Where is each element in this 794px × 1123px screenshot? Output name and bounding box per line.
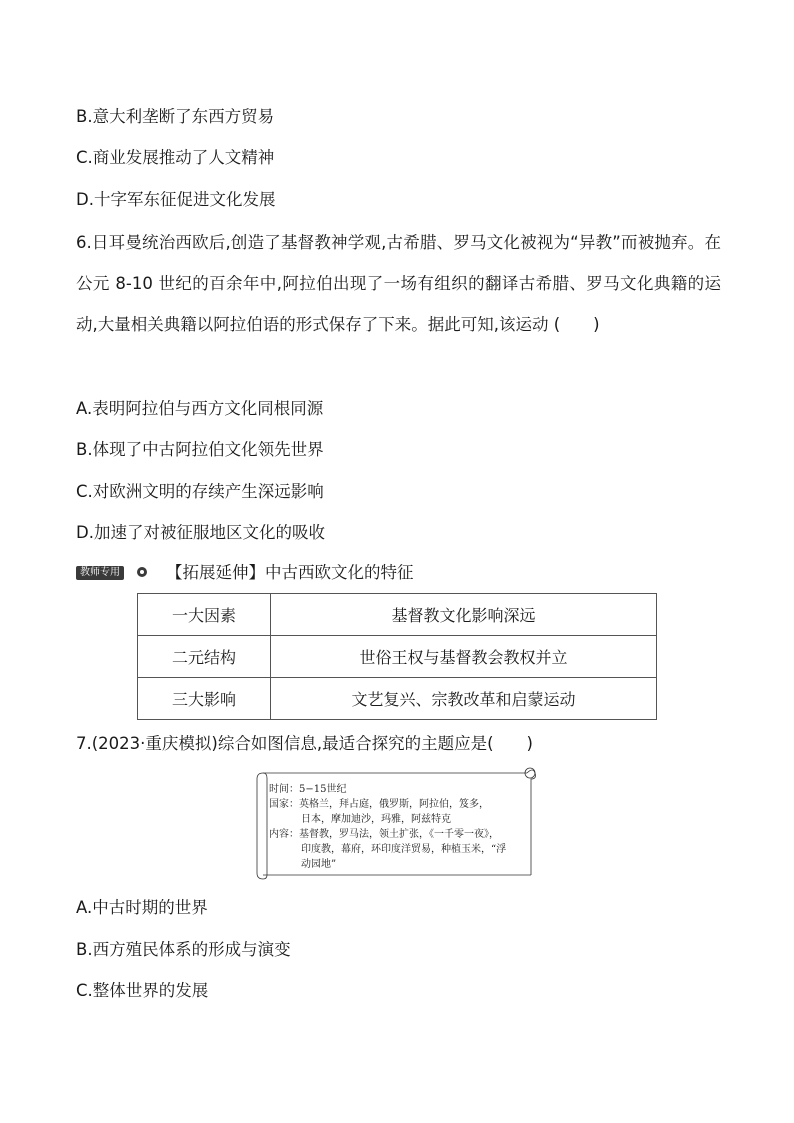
scroll-line-content-cont: 印度教，幕府，环印度洋贸易，种植玉米，“浮 bbox=[301, 844, 507, 855]
option-5c: C.商业发展推动了人文精神 bbox=[76, 148, 275, 167]
option-7b: B.西方殖民体系的形成与演变 bbox=[76, 940, 291, 959]
table-cell-key: 一大因素 bbox=[138, 594, 271, 636]
scroll-line-content: 内容：基督教，罗马法，领土扩张，《一千零一夜》， bbox=[269, 829, 499, 840]
table-cell-value: 文艺复兴、宗教改革和启蒙运动 bbox=[271, 678, 657, 720]
option-5b: B.意大利垄断了东西方贸易 bbox=[76, 107, 275, 126]
option-6c: C.对欧洲文明的存续产生深远影响 bbox=[76, 482, 324, 501]
scroll-content bbox=[269, 782, 531, 872]
teacher-badge: 教师专用 bbox=[76, 566, 124, 580]
option-6b: B.体现了中古阿拉伯文化领先世界 bbox=[76, 440, 324, 459]
extension-title: 【拓展延伸】中古西欧文化的特征 bbox=[166, 563, 414, 582]
table-row bbox=[138, 594, 657, 636]
table-cell-key: 三大影响 bbox=[138, 678, 271, 720]
option-6d: D.加速了对被征服地区文化的吸收 bbox=[76, 523, 325, 542]
scroll-line-countries: 国家：英格兰，拜占庭，俄罗斯，阿拉伯，笈多， bbox=[269, 799, 489, 810]
question-6-stem: 6.日耳曼统治西欧后,创造了基督教神学观,古希腊、罗马文化被视为“异教”而被抛弃。在公元 8-10 世纪的百余年中,阿拉伯出现了一场有组织的翻译古希腊、罗马文化典籍的运动,大量相关典籍以阿拉伯语的形式保存了下来。据此可知,该运动 ( ) bbox=[76, 233, 721, 334]
table-cell-value: 世俗王权与基督教会教权并立 bbox=[271, 636, 657, 678]
option-7c: C.整体世界的发展 bbox=[76, 981, 209, 1000]
table-cell-key: 二元结构 bbox=[138, 636, 271, 678]
badge-dot-icon bbox=[137, 567, 147, 577]
table-cell-value: 基督教文化影响深远 bbox=[271, 594, 657, 636]
feature-table bbox=[137, 593, 657, 720]
option-5d: D.十字军东征促进文化发展 bbox=[76, 190, 276, 209]
question-7-stem: 7.(2023·重庆模拟)综合如图信息,最适合探究的主题应是( ) bbox=[76, 734, 533, 753]
table-row bbox=[138, 636, 657, 678]
scroll-line-countries-cont: 日本，摩加迪沙，玛雅，阿兹特克 bbox=[301, 814, 451, 825]
scroll-line-time: 时间：5−15世纪 bbox=[269, 784, 347, 795]
option-7a: A.中古时期的世界 bbox=[76, 898, 208, 917]
option-6a: A.表明阿拉伯与西方文化同根同源 bbox=[76, 399, 324, 418]
scroll-line-content-end: 动园地” bbox=[301, 859, 337, 870]
table-row bbox=[138, 678, 657, 720]
